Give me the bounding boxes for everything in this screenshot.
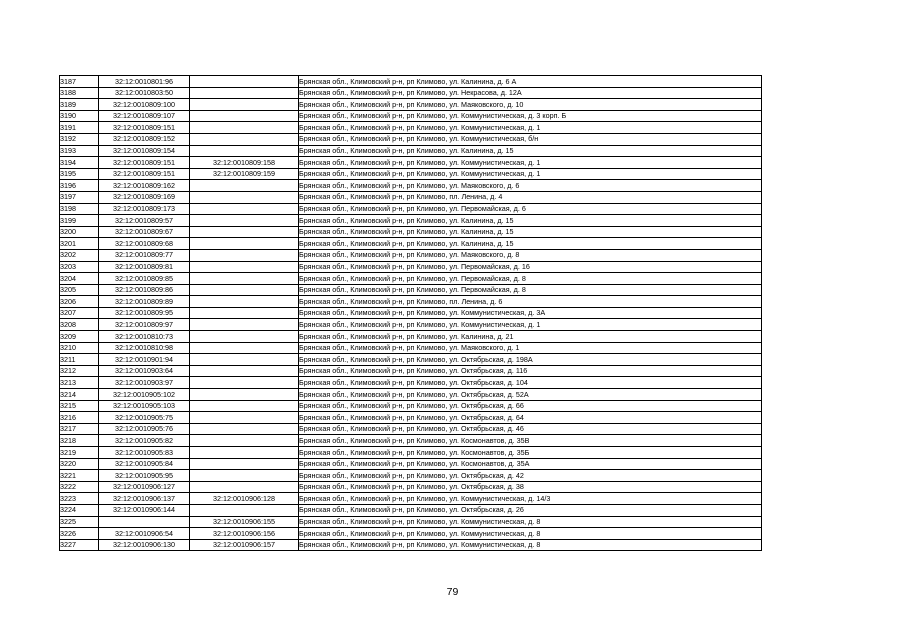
address-cell: Брянская обл., Климовский р-н, рп Климово, ул. Коммунистическая, д. 8 [299, 528, 762, 540]
linked-cadastral-number-cell [190, 504, 299, 516]
cadastral-number-cell: 32:12:0010809:81 [99, 261, 190, 273]
table-row [60, 377, 762, 389]
linked-cadastral-number-cell [190, 447, 299, 459]
cadastral-number-cell: 32:12:0010809:154 [99, 145, 190, 157]
linked-cadastral-number-cell [190, 261, 299, 273]
linked-cadastral-number-cell [190, 191, 299, 203]
linked-cadastral-number-cell [190, 122, 299, 134]
cadastral-number-cell: 32:12:0010810:73 [99, 331, 190, 343]
table-row [60, 319, 762, 331]
table-row [60, 528, 762, 540]
table-row [60, 168, 762, 180]
linked-cadastral-number-cell: 32:12:0010906:155 [190, 516, 299, 528]
table-row [60, 365, 762, 377]
row-number-cell: 3206 [60, 296, 99, 308]
property-registry-table [59, 75, 762, 551]
address-cell: Брянская обл., Климовский р-н, рп Климово, ул. Коммунистическая, д. 1 [299, 157, 762, 169]
row-number-cell: 3201 [60, 238, 99, 250]
address-cell: Брянская обл., Климовский р-н, рп Климово, пл. Ленина, д. 6 [299, 296, 762, 308]
linked-cadastral-number-cell [190, 470, 299, 482]
table-row [60, 423, 762, 435]
linked-cadastral-number-cell [190, 133, 299, 145]
cadastral-number-cell: 32:12:0010903:64 [99, 365, 190, 377]
linked-cadastral-number-cell [190, 412, 299, 424]
cadastral-number-cell: 32:12:0010809:151 [99, 157, 190, 169]
table-row [60, 99, 762, 111]
table-row [60, 87, 762, 99]
linked-cadastral-number-cell [190, 87, 299, 99]
linked-cadastral-number-cell [190, 481, 299, 493]
linked-cadastral-number-cell: 32:12:0010906:157 [190, 539, 299, 551]
linked-cadastral-number-cell [190, 284, 299, 296]
row-number-cell: 3190 [60, 110, 99, 122]
address-cell: Брянская обл., Климовский р-н, рп Климово, ул. Калинина, д. 15 [299, 145, 762, 157]
row-number-cell: 3215 [60, 400, 99, 412]
address-cell: Брянская обл., Климовский р-н, рп Климово, ул. Калинина, д. 15 [299, 238, 762, 250]
linked-cadastral-number-cell [190, 342, 299, 354]
row-number-cell: 3200 [60, 226, 99, 238]
address-cell: Брянская обл., Климовский р-н, рп Климово, ул. Октябрьская, д. 46 [299, 423, 762, 435]
cadastral-number-cell: 32:12:0010905:75 [99, 412, 190, 424]
address-cell: Брянская обл., Климовский р-н, рп Климово, ул. Калинина, д. 15 [299, 215, 762, 227]
row-number-cell: 3187 [60, 76, 99, 88]
row-number-cell: 3197 [60, 191, 99, 203]
address-cell: Брянская обл., Климовский р-н, рп Климово, ул. Октябрьская, д. 116 [299, 365, 762, 377]
address-cell: Брянская обл., Климовский р-н, рп Климово, ул. Октябрьская, д. 42 [299, 470, 762, 482]
cadastral-number-cell: 32:12:0010801:96 [99, 76, 190, 88]
linked-cadastral-number-cell [190, 331, 299, 343]
row-number-cell: 3203 [60, 261, 99, 273]
table-row [60, 516, 762, 528]
row-number-cell: 3221 [60, 470, 99, 482]
cadastral-number-cell: 32:12:0010809:68 [99, 238, 190, 250]
cadastral-number-cell: 32:12:0010809:95 [99, 307, 190, 319]
table-row [60, 273, 762, 285]
row-number-cell: 3191 [60, 122, 99, 134]
row-number-cell: 3217 [60, 423, 99, 435]
linked-cadastral-number-cell [190, 377, 299, 389]
address-cell: Брянская обл., Климовский р-н, рп Климово, ул. Калинина, д. 21 [299, 331, 762, 343]
row-number-cell: 3207 [60, 307, 99, 319]
address-cell: Брянская обл., Климовский р-н, рп Климово, ул. Октябрьская, д. 66 [299, 400, 762, 412]
table-row [60, 470, 762, 482]
linked-cadastral-number-cell [190, 76, 299, 88]
cadastral-number-cell: 32:12:0010803:50 [99, 87, 190, 99]
row-number-cell: 3202 [60, 249, 99, 261]
table-row [60, 145, 762, 157]
row-number-cell: 3204 [60, 273, 99, 285]
row-number-cell: 3198 [60, 203, 99, 215]
row-number-cell: 3219 [60, 447, 99, 459]
linked-cadastral-number-cell [190, 180, 299, 192]
cadastral-number-cell: 32:12:0010905:102 [99, 389, 190, 401]
address-cell: Брянская обл., Климовский р-н, рп Климово, ул. Калинина, д. 6 А [299, 76, 762, 88]
linked-cadastral-number-cell [190, 215, 299, 227]
address-cell: Брянская обл., Климовский р-н, рп Климово, ул. Маяковского, д. 8 [299, 249, 762, 261]
cadastral-number-cell: 32:12:0010809:57 [99, 215, 190, 227]
address-cell: Брянская обл., Климовский р-н, рп Климово, ул. Октябрьская, д. 104 [299, 377, 762, 389]
table-row [60, 191, 762, 203]
cadastral-number-cell: 32:12:0010809:85 [99, 273, 190, 285]
row-number-cell: 3189 [60, 99, 99, 111]
cadastral-number-cell: 32:12:0010905:103 [99, 400, 190, 412]
table-row [60, 284, 762, 296]
address-cell: Брянская обл., Климовский р-н, рп Климово, ул. Коммунистическая, д. 1 [299, 168, 762, 180]
address-cell: Брянская обл., Климовский р-н, рп Климово, пл. Ленина, д. 4 [299, 191, 762, 203]
address-cell: Брянская обл., Климовский р-н, рп Климово, ул. Коммунистическая, д. 8 [299, 516, 762, 528]
address-cell: Брянская обл., Климовский р-н, рп Климово, ул. Космонавтов, д. 35Б [299, 447, 762, 459]
address-cell: Брянская обл., Климовский р-н, рп Климово, ул. Космонавтов, д. 35А [299, 458, 762, 470]
cadastral-number-cell: 32:12:0010809:107 [99, 110, 190, 122]
cadastral-number-cell: 32:12:0010809:152 [99, 133, 190, 145]
table-row [60, 539, 762, 551]
cadastral-number-cell: 32:12:0010906:137 [99, 493, 190, 505]
address-cell: Брянская обл., Климовский р-н, рп Климово, ул. Коммунистическая, д. 1 [299, 319, 762, 331]
linked-cadastral-number-cell [190, 203, 299, 215]
table-row [60, 458, 762, 470]
table-row [60, 203, 762, 215]
page-number: 79 [446, 586, 459, 598]
row-number-cell: 3199 [60, 215, 99, 227]
row-number-cell: 3209 [60, 331, 99, 343]
row-number-cell: 3218 [60, 435, 99, 447]
cadastral-number-cell: 32:12:0010809:77 [99, 249, 190, 261]
cadastral-number-cell: 32:12:0010905:95 [99, 470, 190, 482]
linked-cadastral-number-cell [190, 273, 299, 285]
row-number-cell: 3194 [60, 157, 99, 169]
address-cell: Брянская обл., Климовский р-н, рп Климово, ул. Коммунистическая, д. 3А [299, 307, 762, 319]
row-number-cell: 3222 [60, 481, 99, 493]
address-cell: Брянская обл., Климовский р-н, рп Климово, ул. Маяковского, д. 1 [299, 342, 762, 354]
table-row [60, 215, 762, 227]
table-row [60, 226, 762, 238]
linked-cadastral-number-cell [190, 423, 299, 435]
row-number-cell: 3212 [60, 365, 99, 377]
linked-cadastral-number-cell: 32:12:0010906:128 [190, 493, 299, 505]
row-number-cell: 3188 [60, 87, 99, 99]
row-number-cell: 3192 [60, 133, 99, 145]
table-row [60, 435, 762, 447]
address-cell: Брянская обл., Климовский р-н, рп Климово, ул. Маяковского, д. 10 [299, 99, 762, 111]
table-row [60, 412, 762, 424]
cadastral-number-cell: 32:12:0010809:151 [99, 168, 190, 180]
table-row [60, 493, 762, 505]
linked-cadastral-number-cell: 32:12:0010809:158 [190, 157, 299, 169]
address-cell: Брянская обл., Климовский р-н, рп Климово, ул. Первомайская, д. 16 [299, 261, 762, 273]
cadastral-number-cell: 32:12:0010809:162 [99, 180, 190, 192]
cadastral-number-cell: 32:12:0010810:98 [99, 342, 190, 354]
table-row [60, 354, 762, 366]
linked-cadastral-number-cell [190, 319, 299, 331]
table-row [60, 249, 762, 261]
cadastral-number-cell: 32:12:0010901:94 [99, 354, 190, 366]
address-cell: Брянская обл., Климовский р-н, рп Климово, ул. Маяковского, д. 6 [299, 180, 762, 192]
linked-cadastral-number-cell [190, 458, 299, 470]
table-row [60, 122, 762, 134]
cadastral-number-cell [99, 516, 190, 528]
linked-cadastral-number-cell [190, 238, 299, 250]
linked-cadastral-number-cell [190, 354, 299, 366]
linked-cadastral-number-cell [190, 145, 299, 157]
cadastral-number-cell: 32:12:0010809:97 [99, 319, 190, 331]
table-row [60, 389, 762, 401]
table-row [60, 261, 762, 273]
table-row [60, 133, 762, 145]
table-row [60, 447, 762, 459]
table-row [60, 400, 762, 412]
table-row [60, 180, 762, 192]
row-number-cell: 3216 [60, 412, 99, 424]
cadastral-number-cell: 32:12:0010903:97 [99, 377, 190, 389]
address-cell: Брянская обл., Климовский р-н, рп Климово, ул. Коммунистическая, д. 8 [299, 539, 762, 551]
address-cell: Брянская обл., Климовский р-н, рп Климово, ул. Коммунистическая, д. 1 [299, 122, 762, 134]
linked-cadastral-number-cell [190, 99, 299, 111]
linked-cadastral-number-cell [190, 389, 299, 401]
address-cell: Брянская обл., Климовский р-н, рп Климово, ул. Космонавтов, д. 35В [299, 435, 762, 447]
row-number-cell: 3220 [60, 458, 99, 470]
linked-cadastral-number-cell [190, 435, 299, 447]
address-cell: Брянская обл., Климовский р-н, рп Климово, ул. Коммунистическая, д. 14/3 [299, 493, 762, 505]
linked-cadastral-number-cell: 32:12:0010809:159 [190, 168, 299, 180]
row-number-cell: 3227 [60, 539, 99, 551]
row-number-cell: 3196 [60, 180, 99, 192]
linked-cadastral-number-cell [190, 365, 299, 377]
row-number-cell: 3208 [60, 319, 99, 331]
address-cell: Брянская обл., Климовский р-н, рп Климово, ул. Октябрьская, д. 52А [299, 389, 762, 401]
address-cell: Брянская обл., Климовский р-н, рп Климово, ул. Октябрьская, д. 26 [299, 504, 762, 516]
address-cell: Брянская обл., Климовский р-н, рп Климово, ул. Первомайская, д. 6 [299, 203, 762, 215]
linked-cadastral-number-cell [190, 307, 299, 319]
cadastral-number-cell: 32:12:0010809:89 [99, 296, 190, 308]
table-row [60, 481, 762, 493]
row-number-cell: 3193 [60, 145, 99, 157]
address-cell: Брянская обл., Климовский р-н, рп Климово, ул. Коммунистическая, д. 3 корп. Б [299, 110, 762, 122]
address-cell: Брянская обл., Климовский р-н, рп Климово, ул. Первомайская, д. 8 [299, 284, 762, 296]
linked-cadastral-number-cell: 32:12:0010906:156 [190, 528, 299, 540]
cadastral-number-cell: 32:12:0010906:144 [99, 504, 190, 516]
row-number-cell: 3211 [60, 354, 99, 366]
row-number-cell: 3213 [60, 377, 99, 389]
table-row [60, 307, 762, 319]
cadastral-number-cell: 32:12:0010906:54 [99, 528, 190, 540]
cadastral-number-cell: 32:12:0010905:83 [99, 447, 190, 459]
address-cell: Брянская обл., Климовский р-н, рп Климово, ул. Калинина, д. 15 [299, 226, 762, 238]
row-number-cell: 3223 [60, 493, 99, 505]
address-cell: Брянская обл., Климовский р-н, рп Климово, ул. Коммунистическая, б/н [299, 133, 762, 145]
row-number-cell: 3210 [60, 342, 99, 354]
table-body [60, 76, 762, 551]
table-row [60, 504, 762, 516]
row-number-cell: 3214 [60, 389, 99, 401]
linked-cadastral-number-cell [190, 249, 299, 261]
address-cell: Брянская обл., Климовский р-н, рп Климово, ул. Октябрьская, д. 64 [299, 412, 762, 424]
row-number-cell: 3226 [60, 528, 99, 540]
table-row [60, 76, 762, 88]
cadastral-number-cell: 32:12:0010906:127 [99, 481, 190, 493]
row-number-cell: 3195 [60, 168, 99, 180]
cadastral-number-cell: 32:12:0010809:86 [99, 284, 190, 296]
cadastral-number-cell: 32:12:0010905:76 [99, 423, 190, 435]
address-cell: Брянская обл., Климовский р-н, рп Климово, ул. Первомайская, д. 8 [299, 273, 762, 285]
row-number-cell: 3224 [60, 504, 99, 516]
table-row [60, 238, 762, 250]
linked-cadastral-number-cell [190, 400, 299, 412]
address-cell: Брянская обл., Климовский р-н, рп Климово, ул. Октябрьская, д. 38 [299, 481, 762, 493]
linked-cadastral-number-cell [190, 110, 299, 122]
cadastral-number-cell: 32:12:0010905:82 [99, 435, 190, 447]
cadastral-number-cell: 32:12:0010905:84 [99, 458, 190, 470]
row-number-cell: 3205 [60, 284, 99, 296]
cadastral-number-cell: 32:12:0010809:100 [99, 99, 190, 111]
cadastral-number-cell: 32:12:0010809:151 [99, 122, 190, 134]
table-row [60, 331, 762, 343]
table-row [60, 342, 762, 354]
cadastral-number-cell: 32:12:0010809:169 [99, 191, 190, 203]
cadastral-number-cell: 32:12:0010906:130 [99, 539, 190, 551]
linked-cadastral-number-cell [190, 226, 299, 238]
address-cell: Брянская обл., Климовский р-н, рп Климово, ул. Октябрьская, д. 198А [299, 354, 762, 366]
table-row [60, 157, 762, 169]
address-cell: Брянская обл., Климовский р-н, рп Климово, ул. Некрасова, д. 12А [299, 87, 762, 99]
table-row [60, 296, 762, 308]
cadastral-number-cell: 32:12:0010809:67 [99, 226, 190, 238]
linked-cadastral-number-cell [190, 296, 299, 308]
table-row [60, 110, 762, 122]
cadastral-number-cell: 32:12:0010809:173 [99, 203, 190, 215]
row-number-cell: 3225 [60, 516, 99, 528]
